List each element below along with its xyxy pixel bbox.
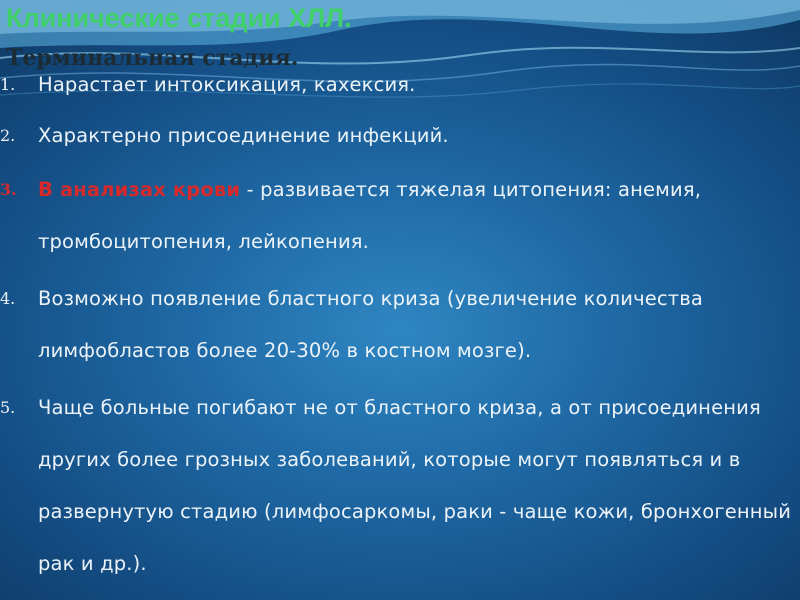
item-5-text: Чаще больные погибают не от бластного криза, а от присоединения других более грозных заболеваний, которые могут появляться и в развернутую стадию (лимфосаркомы, раки - чаще кожи, бронхогенный рак и др.). (38, 396, 792, 575)
item-4-number: 4. (0, 289, 16, 308)
list-item-1 (0, 59, 800, 111)
item-3-number: 3. (0, 180, 17, 199)
item-4-text: Возможно появление бластного криза (увеличение количества лимфобластов более 20-30% в костном мозге). (38, 287, 704, 362)
list-item-3 (0, 164, 800, 268)
item-3-body (38, 164, 800, 268)
item-3-highlight: В анализах крови (38, 178, 241, 201)
list-item-2 (0, 110, 800, 162)
slide-subtitle: Терминальная стадия. (6, 45, 299, 71)
item-1-number: 1. (0, 75, 16, 94)
slide-title: Клинические стадии ХЛЛ. (6, 3, 352, 33)
list-item-5 (0, 382, 800, 590)
item-5-number: 5. (0, 398, 16, 417)
item-3-text: - развивается тяжелая цитопения: анемия, тромбоцитопения, лейкопения. (38, 178, 702, 253)
item-2-text: Характерно присоединение инфекций. (38, 124, 449, 147)
item-1-text: Нарастает интоксикация, кахексия. (38, 73, 416, 96)
list-item-4 (0, 273, 800, 377)
item-2-number: 2. (0, 126, 16, 145)
